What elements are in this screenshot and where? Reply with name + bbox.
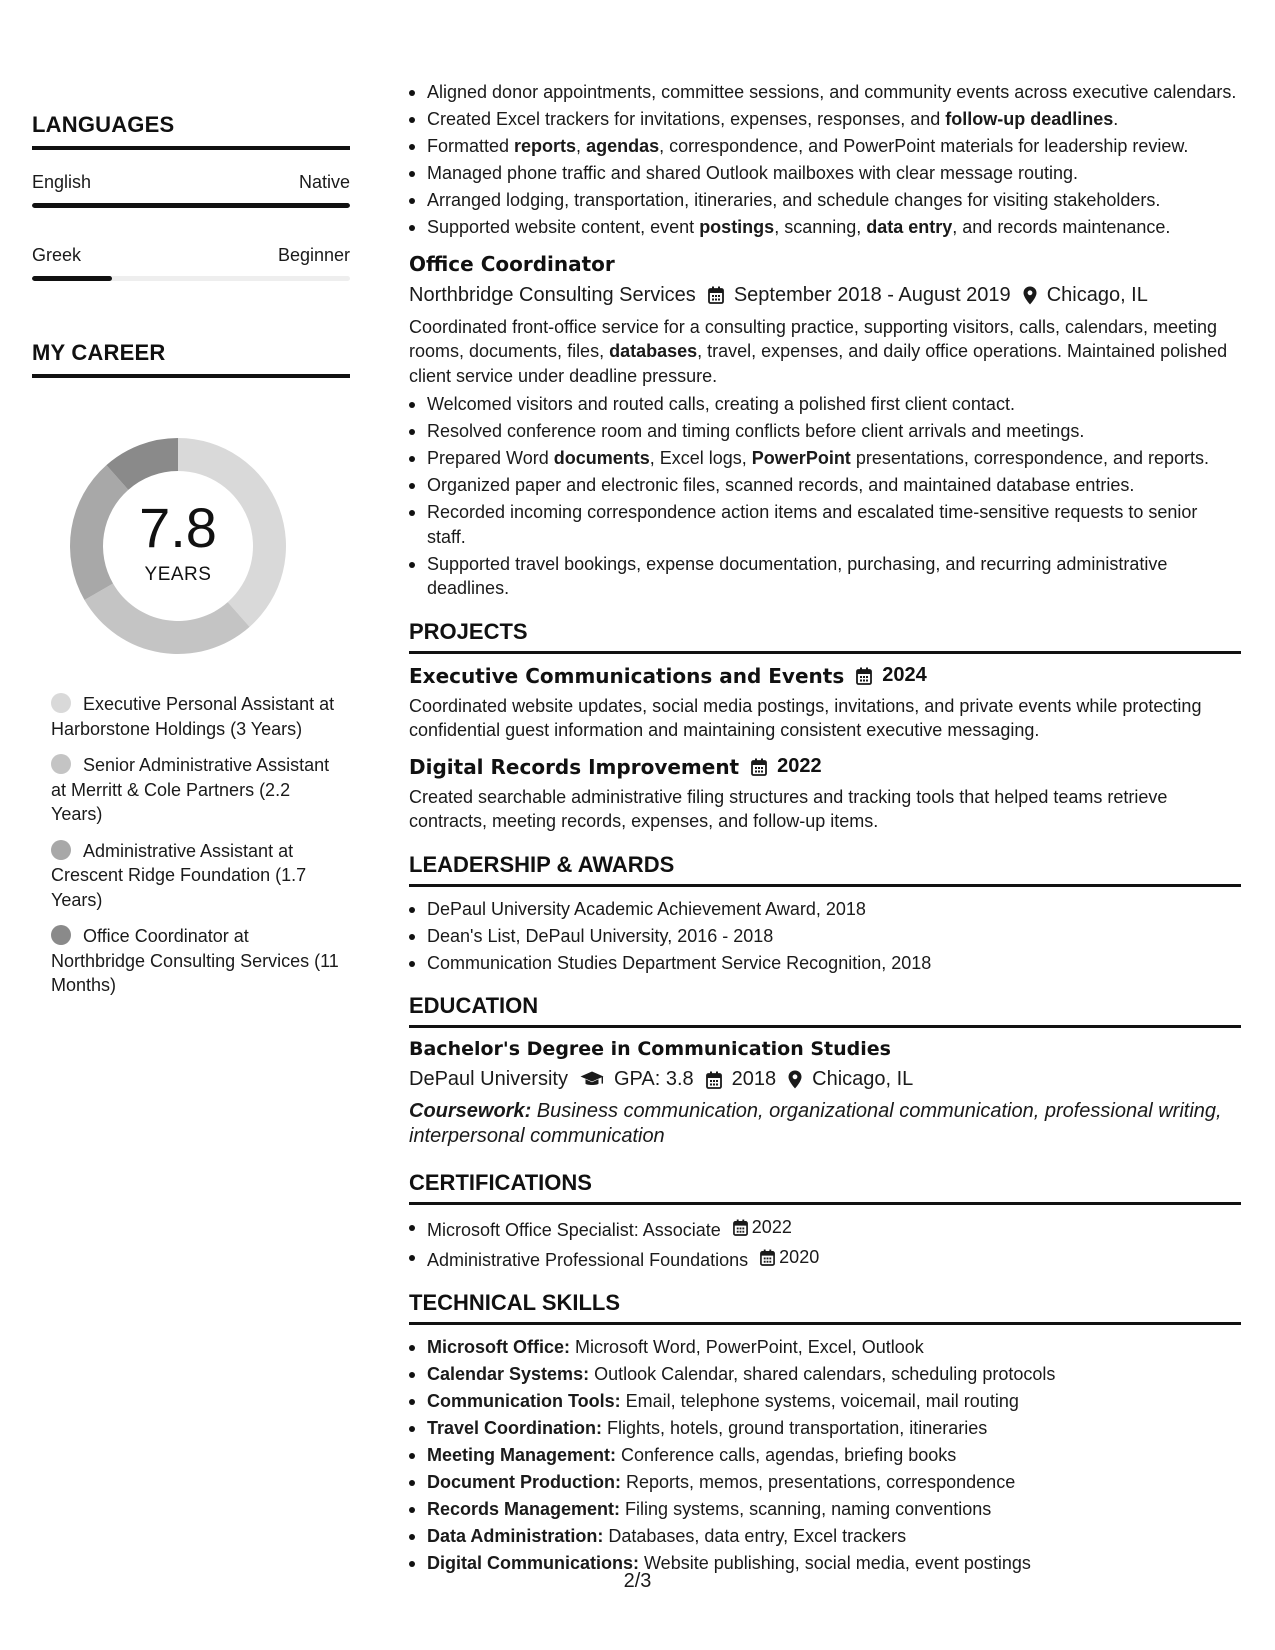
certification-name: Administrative Professional Foundations [427, 1249, 749, 1270]
bold-text: agendas [586, 136, 660, 156]
job-company: Northbridge Consulting Services [409, 283, 696, 306]
text: Prepared Word [427, 448, 554, 468]
text: Supported travel bookings, expense documentation, purchasing, and recurring administrative deadlines. [427, 553, 1168, 598]
career-legend-item [51, 753, 341, 827]
career-legend [51, 692, 341, 1010]
education-school: DePaul University [409, 1068, 568, 1090]
bullet-item [409, 446, 1241, 471]
education-year: 2018 [731, 1068, 777, 1090]
career-legend-item [51, 692, 341, 741]
bullet-item [409, 419, 1241, 444]
leadership-item: Dean's List, DePaul University, 2016 - 2018 [409, 924, 1241, 949]
projects-heading: PROJECTS [409, 618, 528, 644]
projects-rule [409, 651, 1241, 654]
job-bullets [409, 392, 1241, 601]
skills-heading: TECHNICAL SKILLS [409, 1290, 621, 1315]
text: Resolved conference room and timing conflicts before client arrivals and meetings. [427, 421, 1085, 441]
text: Aligned donor appointments, committee sessions, and community events across executive calendars. [427, 82, 1237, 102]
right-column [409, 80, 1241, 1578]
text: Welcomed visitors and routed calls, creating a polished first client contact. [427, 394, 1015, 414]
education-meta [409, 1068, 1241, 1091]
legend-label: Executive Personal Assistant at Harborstone Holdings (3 Years) [51, 694, 335, 739]
job-dates: September 2018 - August 2019 [733, 283, 1011, 306]
certifications-heading: CERTIFICATIONS [409, 1170, 592, 1195]
career-rule [32, 374, 350, 378]
language-level: Native [298, 172, 350, 192]
map-pin-icon [1023, 286, 1037, 305]
text: , travel, expenses, and daily office operations. Maintained polished client service under deadline pressure. [409, 341, 1228, 386]
skill-value: Filing systems, scanning, naming conventions [620, 1499, 992, 1519]
text: Formatted [427, 136, 515, 156]
language-name: English [32, 172, 92, 192]
calendar-icon [760, 1249, 775, 1266]
certification-name: Microsoft Office Specialist: Associate [427, 1219, 721, 1240]
map-pin-icon [788, 1070, 802, 1089]
bullet-item [409, 134, 1241, 159]
skill-value: Databases, data entry, Excel trackers [603, 1526, 907, 1546]
skill-label: Calendar Systems: [427, 1364, 590, 1384]
calendar-icon [733, 1219, 748, 1236]
language-name: Greek [32, 245, 82, 265]
coursework-label: Coursework: [409, 1100, 532, 1122]
skill-item [409, 1416, 1241, 1441]
skills-section [409, 1290, 1241, 1576]
skill-label: Records Management: [427, 1499, 621, 1519]
text: Coordinated front-office service for a consulting practice, supporting visitors, calls, calendars, meeting rooms, documents, files, [409, 316, 1218, 361]
project-title: Digital Records Improvement [409, 754, 740, 779]
skill-label: Data Administration: [427, 1526, 604, 1546]
skill-label: Digital Communications: [427, 1553, 640, 1573]
project-item [409, 664, 1241, 743]
legend-label: Senior Administrative Assistant at Merritt & Cole Partners (2.2 Years) [51, 755, 330, 824]
bullet-item [409, 161, 1241, 186]
career-legend-item [51, 924, 341, 998]
skill-value: Reports, memos, presentations, correspondence [621, 1472, 1016, 1492]
text: Supported website content, event [427, 217, 700, 237]
education-location: Chicago, IL [812, 1068, 914, 1090]
skill-item [409, 1497, 1241, 1522]
skill-value: Website publishing, social media, event postings [639, 1553, 1031, 1573]
career-total-unit: YEARS [144, 564, 212, 585]
project-title: Executive Communications and Events [409, 663, 845, 688]
skills-rule [409, 1322, 1241, 1325]
project-year: 2024 [882, 664, 927, 686]
calendar-icon [706, 1071, 722, 1089]
text: , correspondence, and PowerPoint materials for leadership review. [659, 136, 1189, 156]
job-office-coordinator [409, 252, 1241, 601]
leadership-item: Communication Studies Department Service Recognition, 2018 [409, 951, 1241, 976]
project-title-row [409, 664, 1241, 688]
language-level: Beginner [277, 245, 350, 265]
certification-item [409, 1245, 1241, 1272]
skill-item [409, 1524, 1241, 1549]
text: presentations, correspondence, and reports. [850, 448, 1210, 468]
job-title: Office Coordinator [409, 251, 615, 276]
bullet-item [409, 500, 1241, 549]
language-proficiency-fill [32, 203, 350, 208]
language-item-greek [32, 245, 350, 281]
skill-value: Outlook Calendar, shared calendars, scheduling protocols [589, 1364, 1056, 1384]
legend-dot [51, 693, 71, 713]
education-coursework [409, 1099, 1241, 1148]
graduation-cap-icon [580, 1071, 604, 1088]
project-item [409, 755, 1241, 834]
bullet-item [409, 392, 1241, 417]
skill-item [409, 1335, 1241, 1360]
bold-text: PowerPoint [751, 448, 851, 468]
career-legend-item [51, 839, 341, 913]
project-description: Coordinated website updates, social media postings, invitations, and private events while protecting confidential guest information and maintaining consistent executive messaging. [409, 695, 1202, 740]
calendar-icon [751, 758, 767, 776]
certifications-rule [409, 1202, 1241, 1205]
legend-label: Office Coordinator at Northbridge Consulting Services (11 Months) [51, 926, 339, 995]
language-proficiency-fill [32, 276, 112, 281]
certification-year: 2020 [779, 1246, 820, 1267]
language-proficiency-bar [32, 276, 350, 281]
bold-text: postings [699, 217, 775, 237]
skill-label: Communication Tools: [427, 1391, 621, 1411]
project-year: 2022 [777, 755, 822, 777]
language-item-english [32, 172, 350, 208]
bold-text: follow-up deadlines [945, 109, 1114, 129]
bullet-item [409, 188, 1241, 213]
education-gpa: GPA: 3.8 [613, 1068, 694, 1090]
text: , and records maintenance. [952, 217, 1171, 237]
legend-dot [51, 754, 71, 774]
languages-heading: LANGUAGES [32, 112, 175, 137]
languages-rule [32, 146, 350, 150]
leadership-heading: LEADERSHIP & AWARDS [409, 851, 675, 877]
education-rule [409, 1025, 1241, 1028]
skill-label: Microsoft Office: [427, 1337, 571, 1357]
coursework-text: Business communication, organizational communication, professional writing, interpersonal communication [409, 1100, 1222, 1147]
certifications-list [409, 1215, 1241, 1272]
language-list [32, 172, 350, 281]
skills-list [409, 1335, 1241, 1576]
bullet-item [409, 473, 1241, 498]
legend-dot [51, 925, 71, 945]
skill-label: Document Production: [427, 1472, 621, 1492]
bold-text: reports [514, 136, 577, 156]
bullet-item [409, 107, 1241, 132]
bold-text: documents [553, 448, 650, 468]
skill-value: Conference calls, agendas, briefing books [616, 1445, 957, 1465]
projects-section [409, 619, 1241, 834]
certification-year: 2022 [751, 1217, 792, 1237]
project-title-row [409, 755, 1241, 779]
text: Recorded incoming correspondence action items and escalated time-sensitive requests to senior staff. [427, 502, 1198, 547]
career-section [32, 340, 350, 378]
text: Organized paper and electronic files, scanned records, and maintained database entries. [427, 475, 1135, 495]
text: , [576, 136, 587, 156]
skill-item [409, 1389, 1241, 1414]
text: Managed phone traffic and shared Outlook mailboxes with clear message routing. [427, 163, 1079, 183]
bullet-item [409, 552, 1241, 601]
bullet-item [409, 80, 1241, 105]
page-number: 2/3 [623, 1570, 652, 1592]
skill-label: Travel Coordination: [427, 1418, 603, 1438]
text: Arranged lodging, transportation, itineraries, and schedule changes for visiting stakeholders. [427, 190, 1161, 210]
job-location: Chicago, IL [1046, 283, 1148, 306]
bold-text: data entry [866, 217, 953, 237]
text: , scanning, [774, 217, 867, 237]
skill-value: Email, telephone systems, voicemail, mail routing [620, 1391, 1019, 1411]
job-summary [409, 315, 1241, 389]
leadership-item: DePaul University Academic Achievement Award, 2018 [409, 897, 1241, 922]
career-donut-center [66, 434, 290, 658]
bullet-item [409, 215, 1241, 240]
legend-dot [51, 840, 71, 860]
project-description: Created searchable administrative filing structures and tracking tools that helped teams retrieve contracts, meeting records, expenses, and follow-up items. [409, 786, 1168, 831]
skill-item [409, 1443, 1241, 1468]
calendar-icon [856, 667, 872, 685]
bold-text: databases [609, 341, 698, 361]
education-section [409, 993, 1241, 1148]
skill-value: Flights, hotels, ground transportation, itineraries [602, 1418, 988, 1438]
language-proficiency-bar [32, 203, 350, 208]
career-heading: MY CAREER [32, 340, 166, 365]
text: , Excel logs, [649, 448, 752, 468]
languages-section [32, 112, 350, 318]
certification-item [409, 1215, 1241, 1242]
skill-label: Meeting Management: [427, 1445, 617, 1465]
leadership-list [409, 897, 1241, 976]
skill-value: Microsoft Word, PowerPoint, Excel, Outlook [570, 1337, 924, 1357]
text: . [1113, 109, 1119, 129]
education-heading: EDUCATION [409, 993, 539, 1018]
skill-item [409, 1470, 1241, 1495]
certifications-section [409, 1170, 1241, 1272]
career-total-years: 7.8 [139, 496, 217, 559]
text: Created Excel trackers for invitations, expenses, responses, and [427, 109, 946, 129]
career-donut-chart [66, 434, 290, 658]
skill-item [409, 1362, 1241, 1387]
leadership-section [409, 852, 1241, 976]
calendar-icon [708, 286, 724, 304]
education-degree: Bachelor's Degree in Communication Studies [409, 1038, 891, 1060]
legend-label: Administrative Assistant at Crescent Ridge Foundation (1.7 Years) [51, 840, 307, 910]
experience-continued-bullets [409, 80, 1241, 240]
job-meta [409, 284, 1241, 307]
leadership-rule [409, 884, 1241, 887]
